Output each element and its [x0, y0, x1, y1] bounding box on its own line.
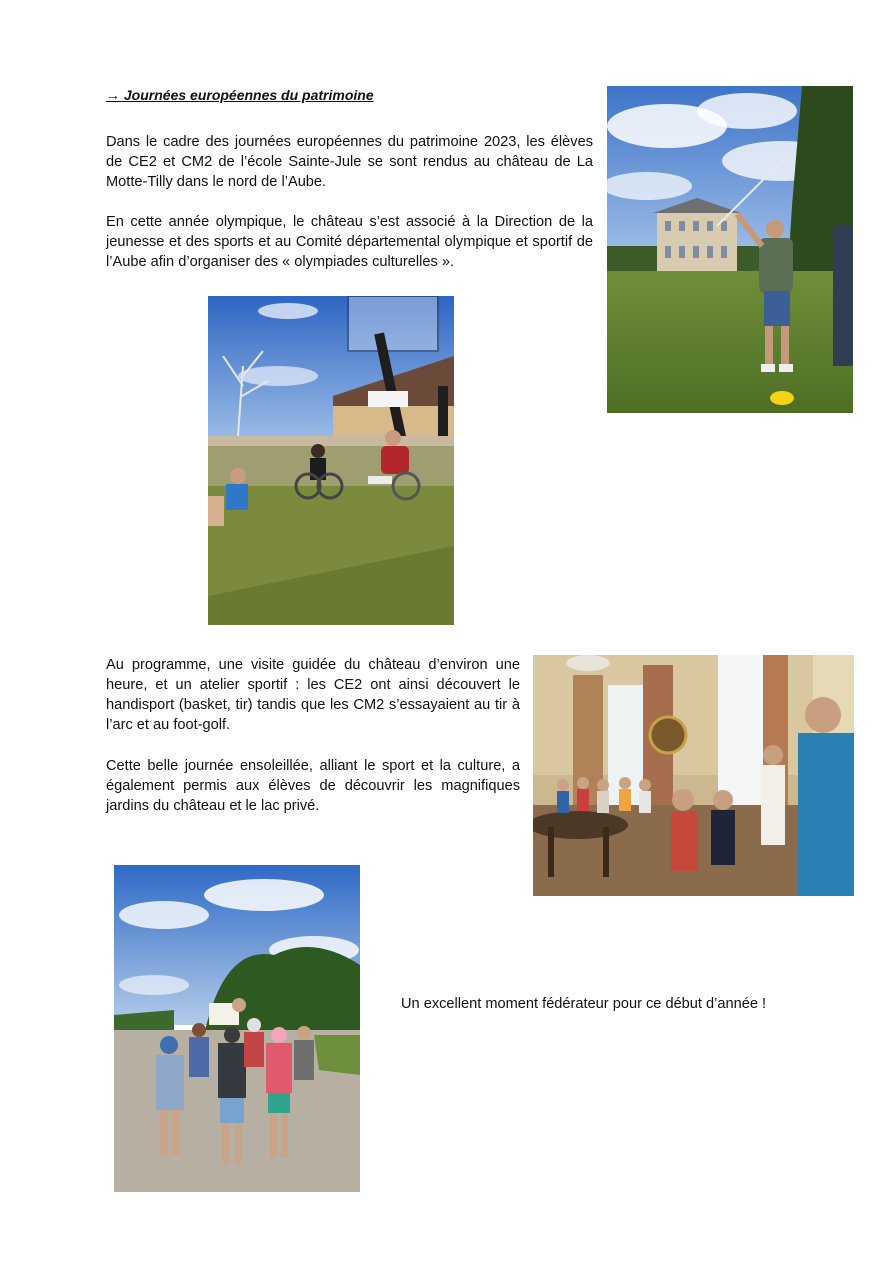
photo-archery-icon — [607, 86, 853, 413]
photo-chateau-interior-icon — [533, 655, 854, 896]
paragraph-program: Au programme, une visite guidée du château d’environ une heure, et un atelier sportif : les CE2 ont ainsi découvert le handisport (basket, tir) tandis que les CM2 s’essayaient au tir à l’arc et au foot-golf. — [106, 657, 520, 733]
photo-archery — [607, 86, 853, 413]
paragraph-day: Cette belle journée ensoleillée, alliant le sport et la culture, a également permis aux élèves de découvrir les magnifiques jardins du château et le lac privé. — [106, 758, 520, 814]
arrow-icon: → — [106, 87, 120, 103]
heading-text: Journées européennes du patrimoine — [123, 87, 374, 103]
paragraph-olympic: En cette année olympique, le château s’est associé à la Direction de la jeunesse et des sports et au Comité départemental olympique et sportif de l’Aube afin d’organiser des « olympiades culturelles ». — [106, 214, 593, 270]
closing-line: Un excellent moment fédérateur pour ce début d’année ! — [401, 996, 767, 1012]
paragraph-intro: Dans le cadre des journées européennes du patrimoine 2023, les élèves de CE2 et CM2 de l’école Sainte-Jule se sont rendus au château de La Motte-Tilly dans le nord de l’Aube. — [106, 134, 593, 190]
photo-chateau-interior — [533, 655, 854, 896]
photo-wheelchair-basketball-icon — [208, 296, 454, 625]
section-heading — [106, 87, 374, 103]
photo-garden-group-icon — [114, 865, 360, 1192]
photo-wheelchair-basketball — [208, 296, 454, 625]
photo-garden-group — [114, 865, 360, 1192]
